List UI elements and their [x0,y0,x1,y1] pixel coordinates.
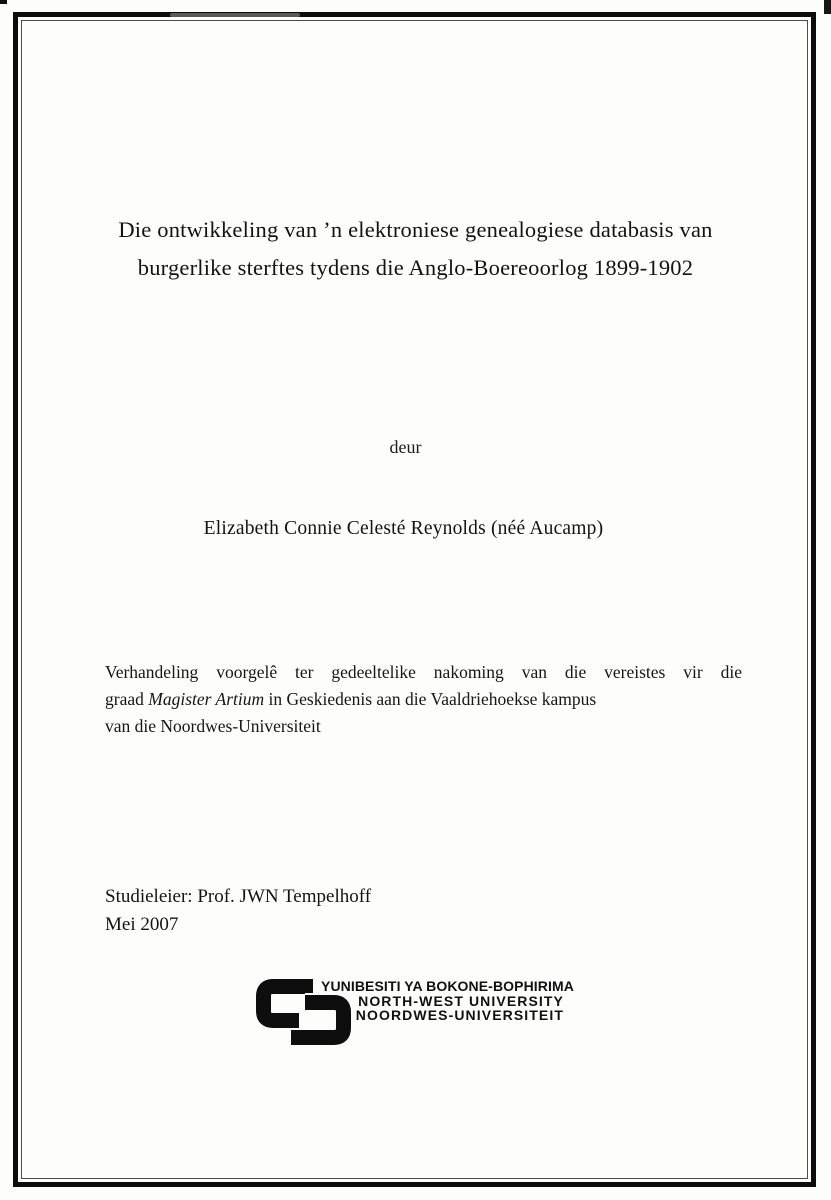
thesis-title-line2: burgerlike sterftes tydens die Anglo-Boereoorlog 1899-1902 [137,254,694,280]
byline: deur [389,437,422,457]
university-logo-text [321,978,574,1024]
supervisor-line: Studieleier: Prof. JWN Tempelhoff [105,886,372,907]
degree-statement [105,659,742,740]
logo-line-setswana: YUNIBESITI YA BOKONE-BOPHIRIMA [321,978,574,994]
thesis-title [40,211,791,286]
degree-statement-line2-post: in Geskiedenis aan die Vaaldriehoekse kampus [264,689,597,709]
supervisor-block [105,883,371,938]
degree-statement-line2 [105,686,742,713]
scan-artifact [824,0,831,14]
scan-artifact [170,13,300,17]
date-line: Mei 2007 [105,913,179,935]
degree-statement-line3: van die Noordwes-Universiteit [105,716,321,736]
scan-artifact [0,0,7,4]
thesis-title-line1: Die ontwikkeling van ’n elektroniese genealogiese databasis van [118,217,713,242]
degree-statement-line2-pre: graad [105,689,149,709]
author-name: Elizabeth Connie Celesté Reynolds (néé Aucamp) [203,518,604,539]
university-logo [255,976,575,1046]
degree-statement-line1: Verhandeling voorgelê ter gedeeltelike nakoming van die vereistes vir die [105,662,742,682]
degree-name-italic: Magister Artium [148,689,265,709]
logo-line-english: NORTH-WEST UNIVERSITY [358,992,564,1009]
logo-line-afrikaans: NOORDWES-UNIVERSITEIT [355,1007,564,1024]
